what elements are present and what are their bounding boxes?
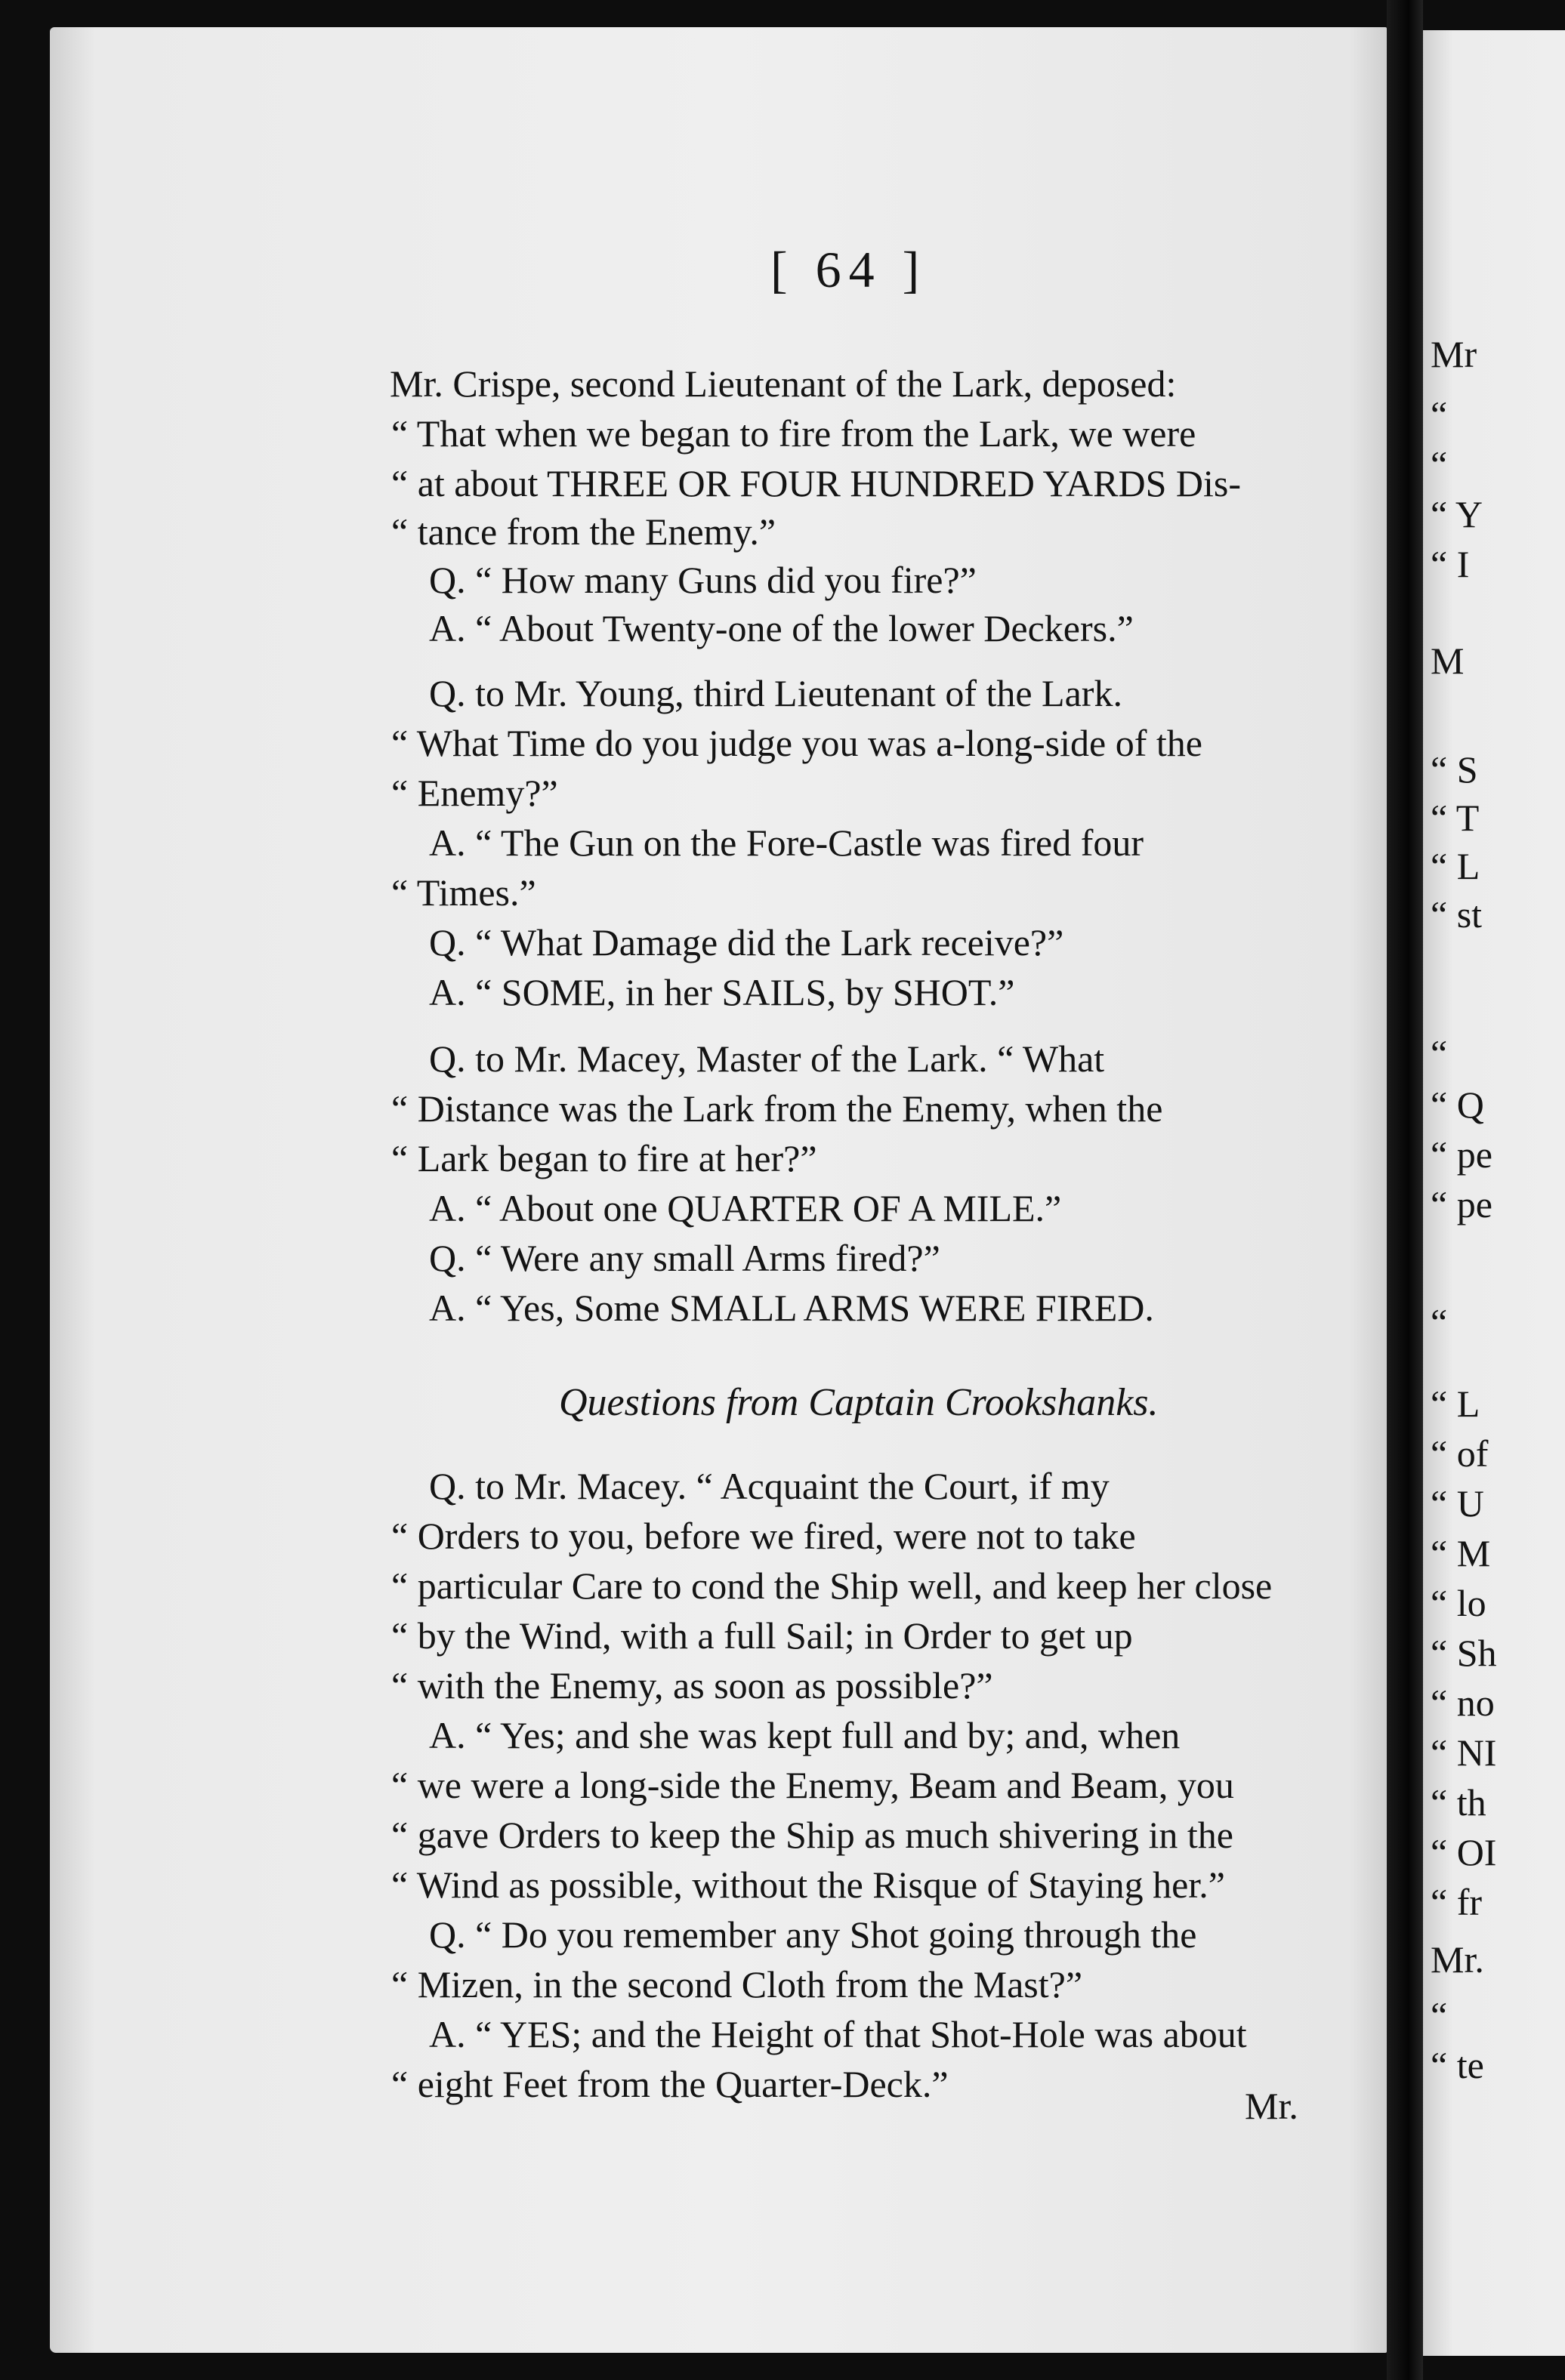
catchword: Mr.	[1245, 2085, 1298, 2127]
right-page-fragment: “ NI	[1431, 1731, 1497, 1774]
text-line-l28: “ Wind as possible, without the Risque of Staying her.”	[391, 1864, 1225, 1906]
text-line-l20: Q. to Mr. Macey. “ Acquaint the Court, if my	[429, 1465, 1110, 1507]
book-gutter	[1387, 0, 1423, 2380]
text-line-l25: A. “ Yes; and she was kept full and by; and, when	[429, 1714, 1181, 1756]
text-line-l14: Q. to Mr. Macey, Master of the Lark. “ What	[429, 1037, 1105, 1080]
page-number: [ 64 ]	[770, 241, 928, 298]
text-line-l31: A. “ YES; and the Height of that Shot-Hole was about	[429, 2013, 1247, 2055]
text-line-l8: “ What Time do you judge you was a-long-side of the	[391, 722, 1202, 764]
right-page-fragment: “ L	[1431, 845, 1480, 887]
right-page-fragment: Mr.	[1431, 1938, 1484, 1981]
text-line-l19: A. “ Yes, Some SMALL ARMS WERE FIRED.	[429, 1287, 1154, 1329]
right-page-fragment: “	[1431, 1994, 1448, 2036]
right-page-fragment: “ fr	[1431, 1881, 1482, 1923]
text-line-l15: “ Distance was the Lark from the Enemy, when the	[391, 1087, 1163, 1130]
text-line-l27: “ gave Orders to keep the Ship as much shivering in the	[391, 1814, 1233, 1856]
text-line-l11: “ Times.”	[391, 871, 536, 914]
right-page-fragment: “ Q	[1431, 1084, 1484, 1126]
right-page-edge	[1423, 30, 1565, 2356]
text-line-l22: “ particular Care to cond the Ship well, and keep her close	[391, 1565, 1273, 1607]
text-line-l29: Q. “ Do you remember any Shot going through the	[429, 1913, 1197, 1956]
right-page-fragment: “ st	[1431, 893, 1483, 936]
text-line-l6: A. “ About Twenty-one of the lower Deckers.”	[429, 607, 1134, 649]
right-page-fragment: “ of	[1431, 1432, 1489, 1475]
right-page-fragment: “ I	[1431, 543, 1470, 585]
text-line-l13: A. “ SOME, in her SAILS, by SHOT.”	[429, 971, 1015, 1013]
right-page-fragment: “ S	[1431, 748, 1478, 791]
right-page-fragment: “ Sh	[1431, 1632, 1497, 1674]
right-page-fragment: Mr	[1431, 333, 1477, 375]
text-line-l24: “ with the Enemy, as soon as possible?”	[391, 1664, 993, 1706]
text-line-l1: Mr. Crispe, second Lieutenant of the Lark, deposed:	[390, 362, 1177, 405]
section-heading: Questions from Captain Crookshanks.	[559, 1381, 1159, 1424]
text-line-l7: Q. to Mr. Young, third Lieutenant of the Lark.	[429, 672, 1122, 714]
right-page-fragment: “	[1431, 393, 1448, 436]
right-page-fragment: “ U	[1431, 1482, 1484, 1524]
text-line-l30: “ Mizen, in the second Cloth from the Mast?”	[391, 1963, 1083, 2005]
right-page-fragment: “ pe	[1431, 1183, 1492, 1225]
text-line-l23: “ by the Wind, with a full Sail; in Order to get up	[391, 1614, 1133, 1657]
text-line-l9: “ Enemy?”	[391, 772, 558, 814]
right-page-fragment: “ OI	[1431, 1831, 1497, 1873]
text-line-l26: “ we were a long-side the Enemy, Beam and Beam, you	[391, 1764, 1234, 1806]
text-line-l17: A. “ About one QUARTER OF A MILE.”	[429, 1187, 1062, 1229]
text-line-l3: “ at about THREE OR FOUR HUNDRED YARDS Dis-	[391, 462, 1241, 504]
right-page-fragment: “	[1431, 1301, 1448, 1343]
right-page-fragment: M	[1431, 640, 1465, 682]
text-line-l2: “ That when we began to fire from the Lark, we were	[391, 412, 1196, 455]
text-line-l32: “ eight Feet from the Quarter-Deck.”	[391, 2063, 949, 2105]
right-page-fragment: “ te	[1431, 2044, 1484, 2086]
text-line-l5: Q. “ How many Guns did you fire?”	[429, 559, 977, 601]
right-page-fragment: “ Y	[1431, 493, 1483, 535]
text-line-l21: “ Orders to you, before we fired, were not to take	[391, 1515, 1136, 1557]
right-page-fragment: “ th	[1431, 1781, 1486, 1824]
right-page-fragment: “ L	[1431, 1383, 1480, 1425]
text-line-l16: “ Lark began to fire at her?”	[391, 1137, 817, 1179]
text-line-l18: Q. “ Were any small Arms fired?”	[429, 1237, 940, 1279]
right-page-fragment: “	[1431, 443, 1448, 486]
text-line-l4: “ tance from the Enemy.”	[391, 510, 776, 553]
right-page-fragment: “ no	[1431, 1682, 1495, 1724]
text-line-l10: A. “ The Gun on the Fore-Castle was fired four	[429, 822, 1144, 864]
right-page-fragment: “ pe	[1431, 1133, 1492, 1176]
right-page-fragment: “ lo	[1431, 1582, 1486, 1624]
text-line-l12: Q. “ What Damage did the Lark receive?”	[429, 921, 1064, 963]
right-page-fragment: “	[1431, 1032, 1448, 1074]
right-page-fragment: “ M	[1431, 1532, 1491, 1574]
right-page-fragment: “ T	[1431, 797, 1480, 839]
